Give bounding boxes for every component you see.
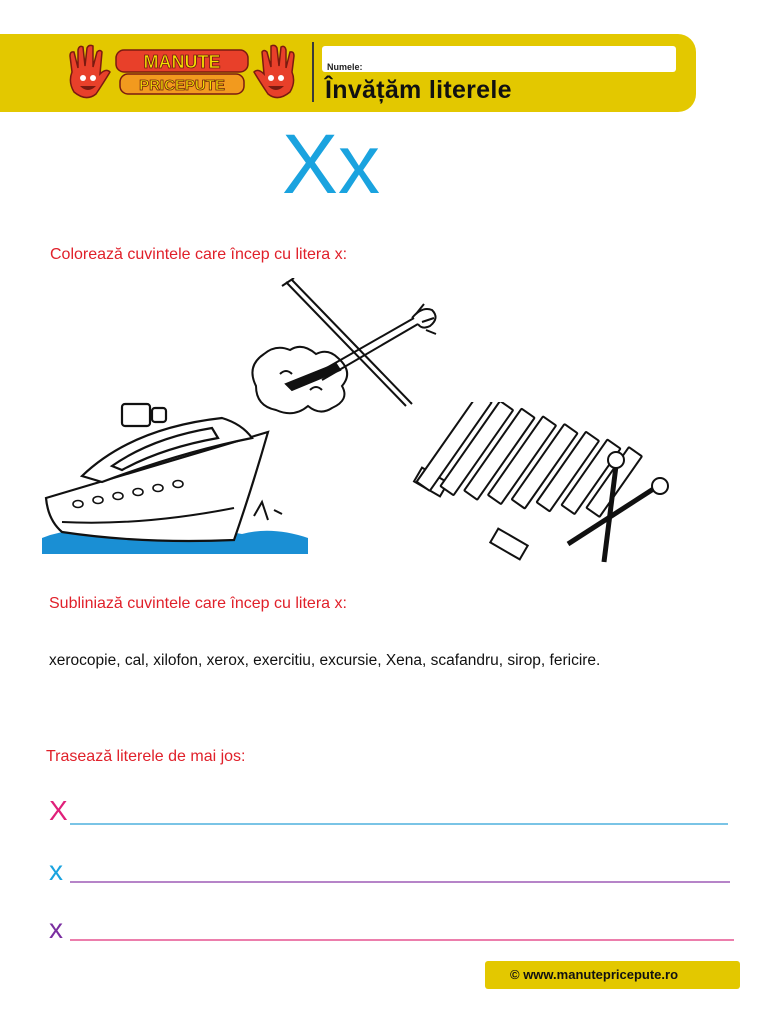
trace-letter-2: x [49,855,63,886]
boat-icon [42,398,308,558]
logo-text-top: MANUTE [143,52,221,72]
footer-link[interactable]: © www.manutepricepute.ro [510,967,679,982]
underline-instruction: Subliniază cuvintele care încep cu litera x: [49,595,347,612]
trace-letter-1: X [49,795,68,826]
name-label: Numele: [327,62,363,72]
page-title: Învățăm literele [325,76,512,104]
hand-icon-right [254,45,294,97]
color-instruction: Colorează cuvintele care încep cu litera x: [50,246,348,263]
logo-text-bottom: PRICEPUTE [139,77,225,94]
trace-letter-3: x [49,913,63,944]
word-list: xerocopie, cal, xilofon, xerox, exercitiu, excursie, Xena, scafandru, sirop, fericire. [49,652,601,669]
trace-line-2 [70,880,730,884]
main-letters: Xx [282,117,381,211]
trace-instruction: Trasează literele de mai jos: [46,748,246,765]
name-field[interactable] [322,46,676,72]
hand-icon-left [70,45,110,97]
header-divider [312,42,314,102]
logo [66,42,298,102]
trace-line-3 [70,938,734,942]
trace-line-1 [70,822,728,826]
xylophone-icon [408,402,676,566]
